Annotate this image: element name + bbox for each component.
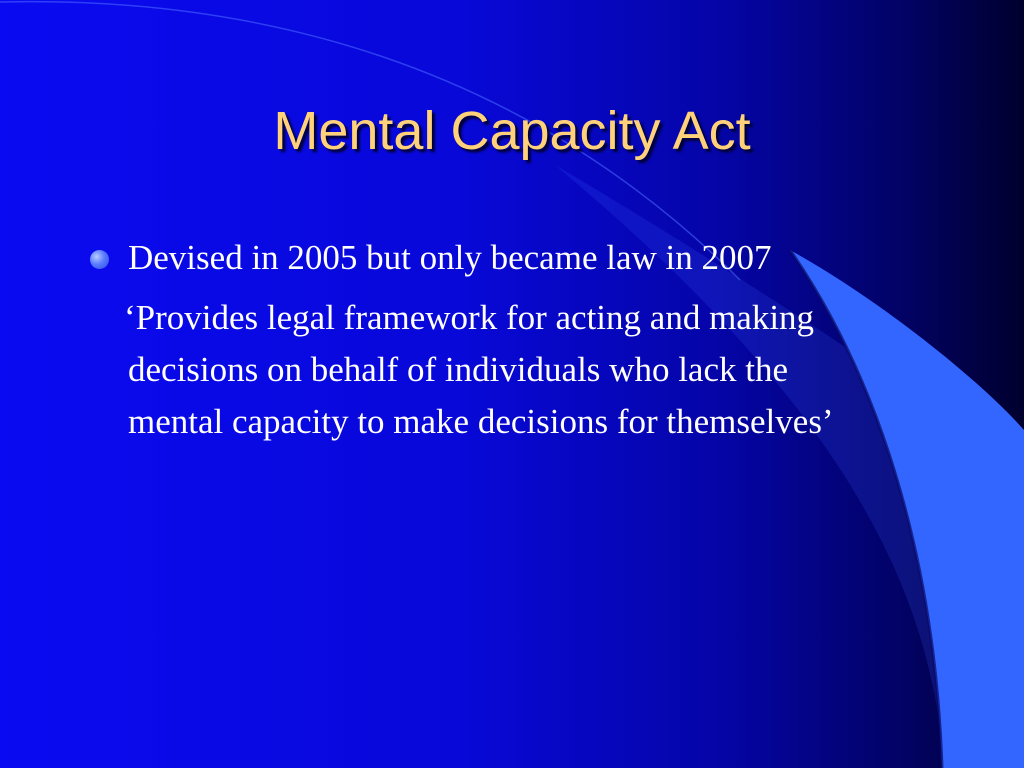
bullet-item: [88, 232, 888, 284]
slide-body: [88, 232, 888, 448]
quote-text: ‘Provides legal framework for acting and making decisions on behalf of individuals who lack the mental capacity to make decisions for themselves’: [124, 298, 834, 441]
bullet-dot-icon: [90, 250, 109, 269]
bullet-text: Devised in 2005 but only became law in 2007: [128, 238, 772, 277]
slide-title: Mental Capacity Act: [273, 101, 751, 161]
